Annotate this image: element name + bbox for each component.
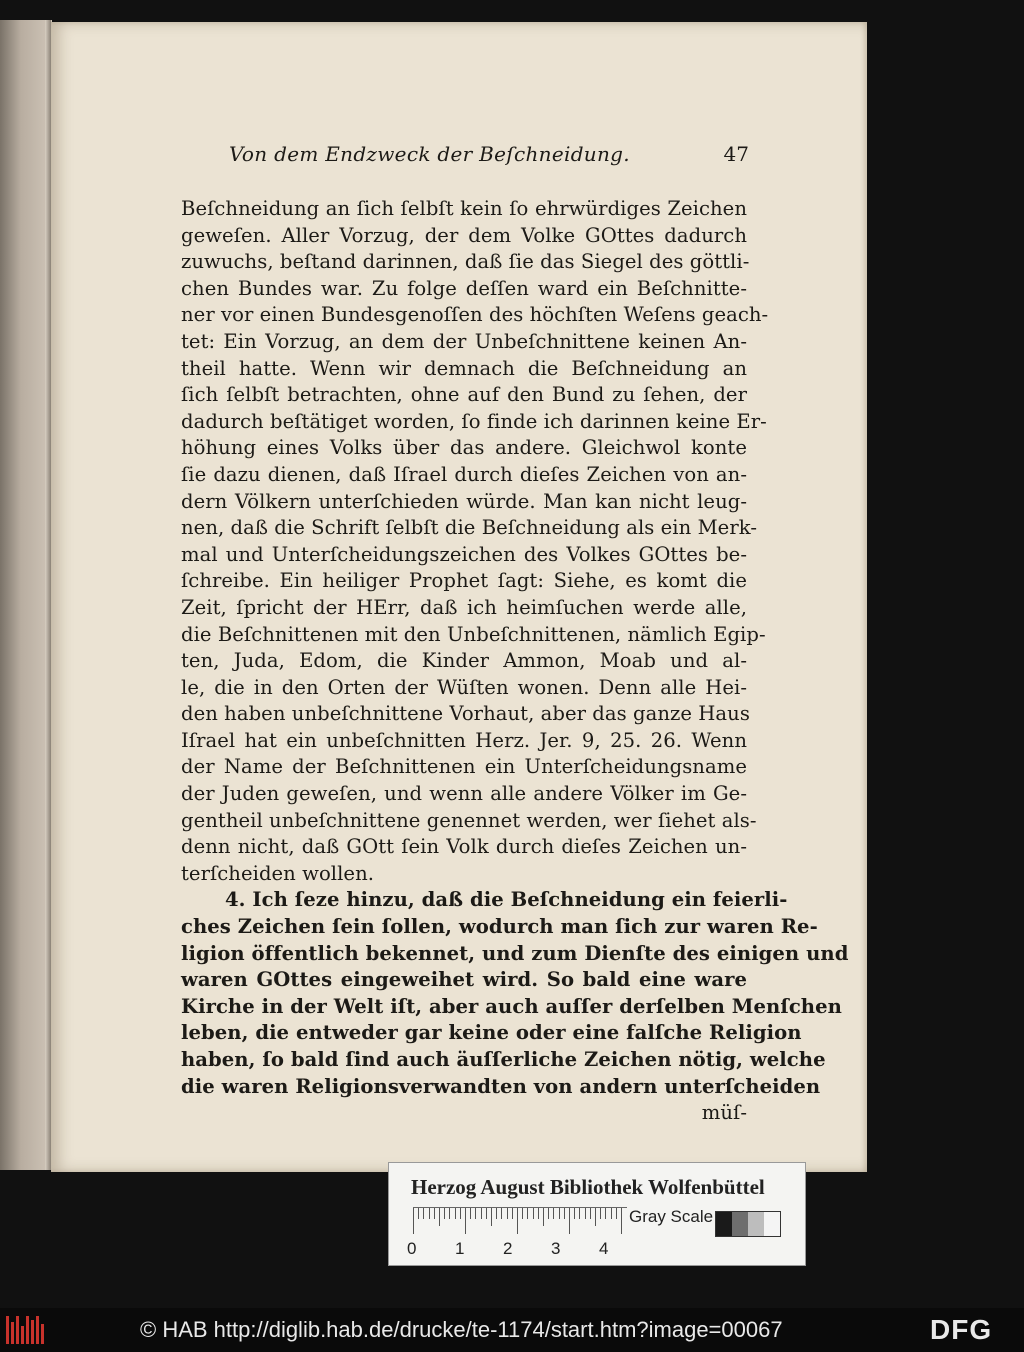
hab-logo-icon [6, 1316, 46, 1344]
ruler-tick [590, 1208, 591, 1219]
text-line: dadurch beſtätiget worden, ſo finde ich darinnen keine Er- [181, 409, 767, 433]
text-line: Beſchneidung an ſich ſelbſt kein ſo ehrwürdiges Zeichen [181, 197, 747, 220]
ruler-tick [585, 1208, 586, 1219]
ruler-tick [491, 1208, 492, 1226]
text-line: tet: Ein Vorzug, an dem der Unbeſchnittene keinen An- [181, 329, 747, 353]
footer-bar [0, 1308, 1024, 1352]
ruler-tick [543, 1208, 544, 1226]
footer-credit-link[interactable]: © HAB http://diglib.hab.de/drucke/te-1174/start.htm?image=00067 [140, 1317, 783, 1342]
ruler-tick [475, 1208, 476, 1219]
text-line: geweſen. Aller Vorzug, der dem Volke GOttes dadurch [181, 223, 747, 247]
ruler-tick [496, 1208, 497, 1219]
library-name: Herzog August Bibliothek Wolfenbüttel [411, 1175, 765, 1199]
text-line: Zeit, ſpricht der HErr, daß ich heimſuchen werde alle, [181, 595, 747, 619]
ruler-tick [616, 1208, 617, 1219]
ruler-tick [460, 1208, 461, 1219]
ruler-tick [413, 1208, 414, 1234]
catchword: müſ- [701, 1101, 747, 1125]
text-line: den haben unbeſchnittene Vorhaut, aber das ganze Haus [181, 702, 750, 726]
text-line: zuwuchs, beſtand darinnen, daß ſie das Siegel des göttli- [181, 250, 750, 274]
ruler-tick [564, 1208, 565, 1219]
logo-bar [11, 1322, 14, 1344]
ruler-tick [512, 1208, 513, 1219]
text-line: haben, ſo bald ſind auch äuſſerliche Zeichen nötig, welche [181, 1048, 826, 1071]
ruler-tick [501, 1208, 502, 1219]
ruler-tick [611, 1208, 612, 1219]
text-line: Kirche in der Welt iſt, aber auch auſſer derſelben Menſchen [181, 994, 842, 1018]
text-line: theil hatte. Wenn wir demnach die Beſchneidung an [181, 356, 747, 380]
text-line: höhung eines Volks über das andere. Gleichwol konte [181, 436, 747, 460]
text-line: ſich ſelbſt betrachten, ohne auf den Bund zu ſehen, der [181, 383, 747, 407]
grayscale-label: Gray Scale [629, 1207, 714, 1226]
text-line: Iſrael hat ein unbeſchnitten Herz. Jer. 9, 25. 26. Wenn [181, 728, 747, 752]
ruler-tick [559, 1208, 560, 1219]
ruler-label: 2 [503, 1239, 513, 1258]
ruler-tick [538, 1208, 539, 1219]
text-line: nen, daß die Schrift ſelbſt die Beſchneidung als ein Merk- [181, 516, 757, 540]
ruler-tick [444, 1208, 445, 1219]
ruler-tick [605, 1208, 606, 1219]
ruler-labels [407, 1239, 647, 1259]
ruler-tick [527, 1208, 528, 1219]
color-scale-card [388, 1162, 806, 1266]
text-line: ſie dazu dienen, daß Iſrael durch dieſes Zeichen von an- [181, 462, 747, 486]
ruler-tick [470, 1208, 471, 1219]
ruler-tick [595, 1208, 596, 1226]
logo-bar [6, 1316, 9, 1344]
ruler-tick [553, 1208, 554, 1219]
text-line: denn nicht, daß GOtt ſein Volk durch dieſes Zeichen un- [181, 835, 747, 859]
ruler-label: 3 [551, 1239, 561, 1258]
ruler-tick [507, 1208, 508, 1219]
text-line: leben, die entweder gar keine oder eine falſche Religion [181, 1021, 802, 1045]
ruler-tick [533, 1208, 534, 1219]
text-line: die Beſchnittenen mit den Unbeſchnittenen, nämlich Egip- [181, 622, 766, 646]
ruler-label: 0 [407, 1239, 417, 1258]
gray-swatch [764, 1212, 780, 1236]
running-title: Von dem Endzweck der Beſchneidung. [229, 142, 630, 166]
logo-bar [41, 1324, 44, 1344]
ruler-tick [449, 1208, 450, 1219]
text-line: le, die in den Orten der Wüſten wonen. Denn alle Hei- [181, 675, 747, 699]
grayscale-swatches [715, 1211, 781, 1237]
ruler-tick [522, 1208, 523, 1219]
ruler-tick [429, 1208, 430, 1219]
ruler-tick [439, 1208, 440, 1226]
ruler-tick [548, 1208, 549, 1219]
text-line: ſchreibe. Ein heiliger Prophet ſagt: Siehe, es komt die [181, 569, 747, 593]
ruler-tick [486, 1208, 487, 1219]
text-line: mal und Unterſcheidungszeichen des Volkes GOttes be- [181, 542, 747, 566]
text-line: chen Bundes war. Zu folge deſſen ward ein Beſchnitte- [181, 276, 747, 300]
text-line: terſcheiden wollen. [181, 861, 375, 885]
text-line: die waren Religionsverwandten von andern unterſcheiden [181, 1074, 821, 1098]
text-line: 4. Ich ſeze hinzu, daß die Beſchneidung ein feierli- [225, 888, 788, 912]
text-line: ten, Juda, Edom, die Kinder Ammon, Moab und al- [181, 649, 747, 673]
logo-bar [21, 1326, 24, 1344]
gray-swatch [716, 1212, 732, 1236]
logo-bar [36, 1316, 39, 1344]
ruler-tick [579, 1208, 580, 1219]
ruler-label: 4 [599, 1239, 609, 1258]
logo-bar [26, 1316, 29, 1344]
ruler-tick [481, 1208, 482, 1219]
gray-swatch [732, 1212, 748, 1236]
ruler-tick [600, 1208, 601, 1219]
page-header [229, 132, 749, 174]
ruler-tick [465, 1208, 466, 1234]
ruler-tick [574, 1208, 575, 1219]
text-line: der Name der Beſchnittenen ein Unterſcheidungsname [181, 755, 747, 779]
text-line: dern Völkern unterſchieden würde. Man kan nicht leug- [181, 489, 747, 513]
text-line: der Juden geweſen, und wenn alle andere Völker im Ge- [181, 782, 747, 806]
ruler-tick [418, 1208, 419, 1219]
logo-bar [31, 1320, 34, 1344]
ruler-tick [455, 1208, 456, 1219]
ruler-tick [569, 1208, 570, 1234]
text-line: ches Zeichen ſein ſollen, wodurch man ſich zur waren Re- [181, 915, 818, 939]
dfg-logo: DFG [930, 1314, 993, 1345]
page-number: 47 [723, 142, 749, 166]
ruler [413, 1207, 627, 1234]
logo-bar [16, 1316, 19, 1344]
body-text [181, 196, 849, 1127]
text-line: waren GOttes eingeweihet wird. So bald eine ware [181, 968, 747, 992]
book-page [51, 22, 867, 1172]
text-line: gentheil unbeſchnittene genennet werden, wer ſiehet als- [181, 808, 757, 832]
text-line: ner vor einen Bundesgenoſſen des höchſten Weſens geach- [181, 303, 769, 327]
ruler-tick [434, 1208, 435, 1219]
ruler-tick [423, 1208, 424, 1219]
ruler-label: 1 [455, 1239, 465, 1258]
ruler-tick [621, 1208, 622, 1234]
gray-swatch [748, 1212, 764, 1236]
ruler-tick [517, 1208, 518, 1234]
text-line: ligion öffentlich bekennet, und zum Dienſte des einigen und [181, 941, 849, 965]
